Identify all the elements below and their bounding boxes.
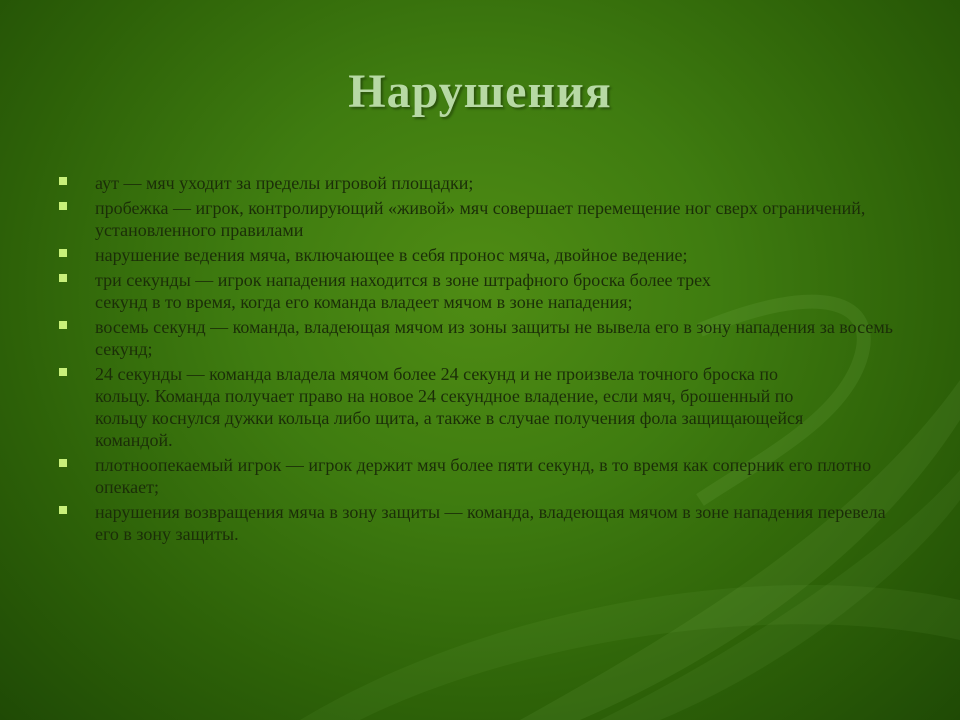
square-bullet-icon: [59, 321, 67, 329]
list-item-text: три секунды — игрок нападения находится в зоне штрафного броска более трех секунд в то время, когда его команда владеет мячом в зоне нападения;: [95, 270, 711, 312]
list-item-text: нарушение ведения мяча, включающее в себя пронос мяча, двойное ведение;: [95, 245, 688, 265]
bullet-list: [56, 172, 906, 548]
slide-title: Нарушения: [348, 65, 612, 118]
list-item-text: восемь секунд — команда, владеющая мячом из зоны защиты не вывела его в зону нападения за восемь секунд;: [95, 317, 893, 359]
list-item: [56, 244, 906, 266]
list-item-text: аут — мяч уходит за пределы игровой площадки;: [95, 173, 474, 193]
list-item-text: плотноопекаемый игрок — игрок держит мяч более пяти секунд, в то время как соперник его плотно опекает;: [95, 455, 872, 497]
list-item-text: пробежка — игрок, контролирующий «живой» мяч совершает перемещение ног сверх ограничений, установленного правилами: [95, 198, 866, 240]
square-bullet-icon: [59, 249, 67, 257]
square-bullet-icon: [59, 368, 67, 376]
list-item-text: нарушения возвращения мяча в зону защиты — команда, владеющая мячом в зоне нападения перевела его в зону защиты.: [95, 502, 886, 544]
square-bullet-icon: [59, 459, 67, 467]
list-item: [56, 269, 906, 313]
list-item: [56, 197, 906, 241]
list-item: [56, 454, 906, 498]
list-item: [56, 363, 906, 451]
list-item: [56, 172, 906, 194]
list-item-text: 24 секунды — команда владела мячом более 24 секунд и не произвела точного броска по кольцу. Команда получает право на новое 24 секундное владение, если мяч, брошенный по кольцу коснулся дужки кольца либо щита, а также в случае получения фола защищающейся командой.: [95, 364, 804, 450]
square-bullet-icon: [59, 506, 67, 514]
square-bullet-icon: [59, 202, 67, 210]
list-item: [56, 501, 906, 545]
list-item: [56, 316, 906, 360]
square-bullet-icon: [59, 177, 67, 185]
square-bullet-icon: [59, 274, 67, 282]
